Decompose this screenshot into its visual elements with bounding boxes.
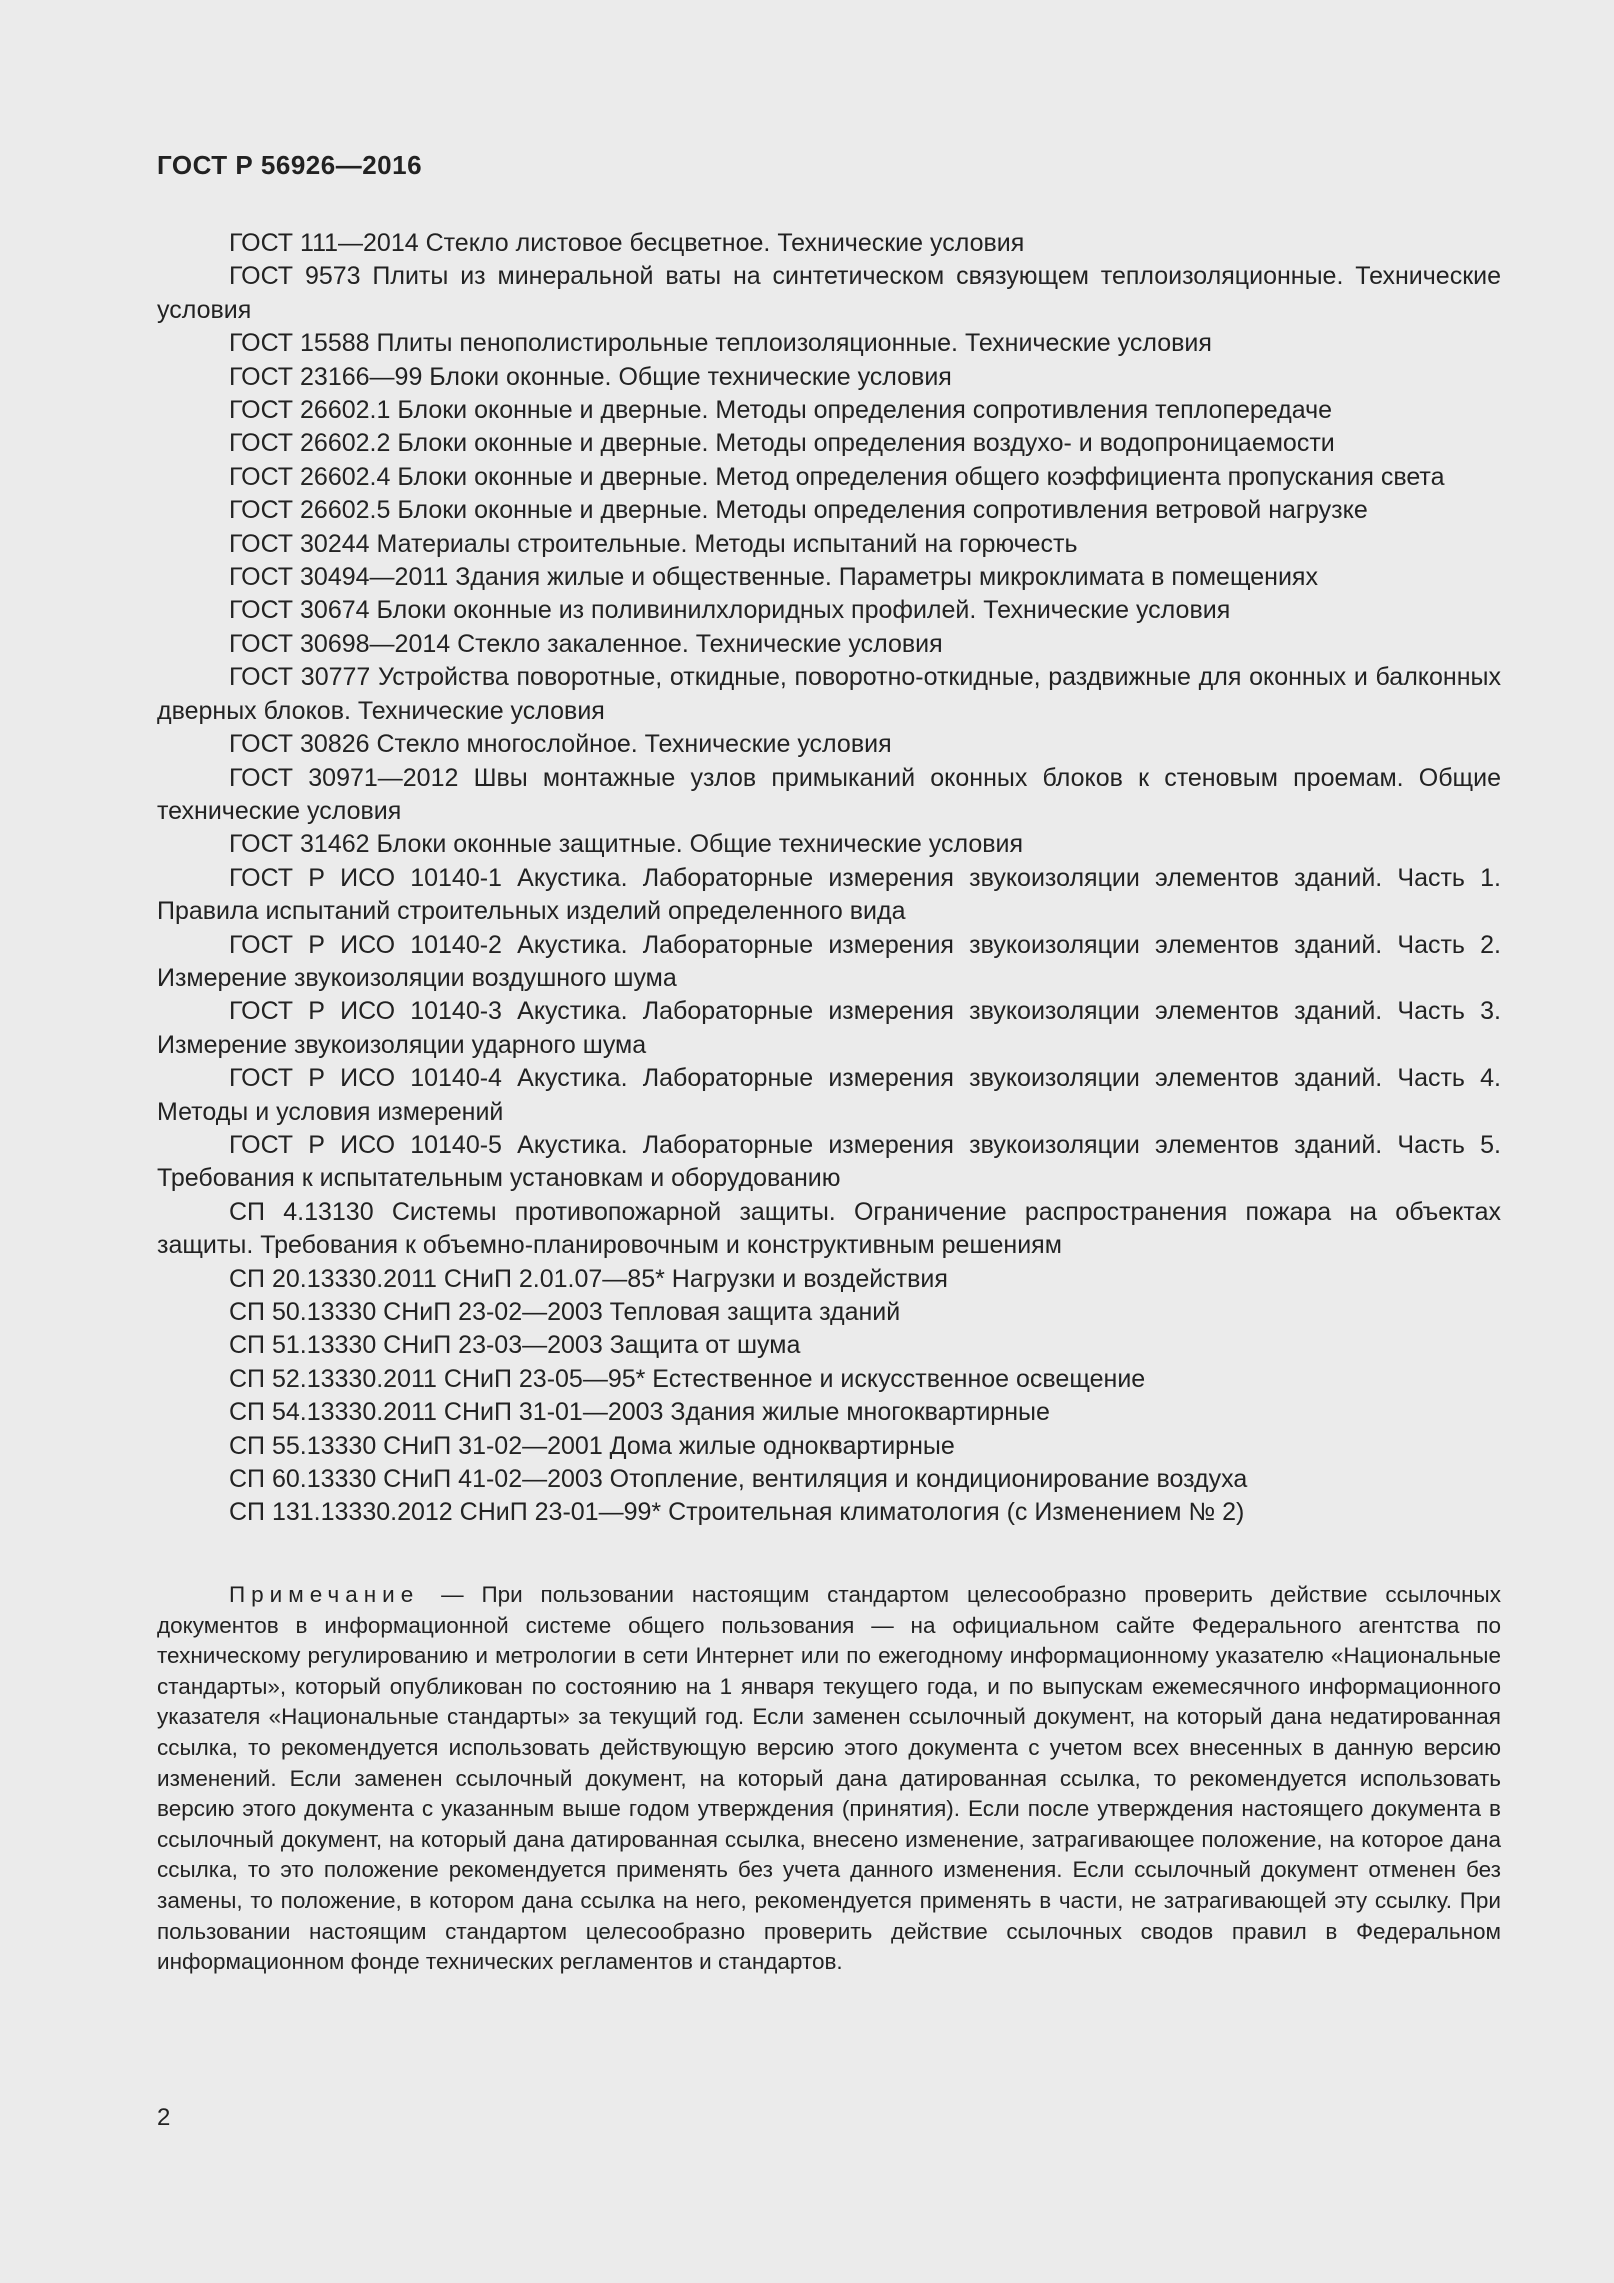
reference-item: ГОСТ 15588 Плиты пенополистирольные теплоизоляционные. Технические условия (229, 329, 1212, 358)
references-list (157, 227, 1501, 1530)
reference-item: ГОСТ 111—2014 Стекло листовое бесцветное. Технические условия (229, 229, 1025, 257)
reference-item: ГОСТ 30494—2011 Здания жилые и общественные. Параметры микроклимата в помещениях (229, 563, 1318, 592)
page-number: 2 (157, 2104, 171, 2131)
reference-item: ГОСТ 30826 Стекло многослойное. Технические условия (229, 730, 892, 759)
reference-item: СП 52.13330.2011 СНиП 23-05—95* Естественное и искусственное освещение (229, 1364, 1146, 1393)
reference-item: ГОСТ 23166—99 Блоки оконные. Общие технические условия (229, 362, 952, 391)
reference-item: ГОСТ 31462 Блоки оконные защитные. Общие технические условия (229, 830, 1024, 859)
reference-item: ГОСТ 30698—2014 Стекло закаленное. Технические условия (229, 629, 943, 658)
reference-item: ГОСТ 26602.1 Блоки оконные и дверные. Методы определения сопротивления теплопередаче (229, 396, 1333, 425)
reference-item: ГОСТ Р ИСО 10140-2 Акустика. Лабораторные измерения звукоизоляции элементов зданий. Часть 2. Измерение звукоизоляции воздушного шума (157, 930, 1501, 992)
reference-item: СП 50.13330 СНиП 23-02—2003 Тепловая защита зданий (229, 1298, 901, 1326)
reference-item: СП 51.13330 СНиП 23-03—2003 Защита от шума (229, 1331, 801, 1360)
reference-item: ГОСТ 26602.4 Блоки оконные и дверные. Метод определения общего коэффициента пропускания света (229, 462, 1445, 491)
reference-item: ГОСТ 30971—2012 Швы монтажные узлов примыканий оконных блоков к стеновым проемам. Общие технические условия (157, 763, 1501, 825)
reference-item: ГОСТ 30674 Блоки оконные из поливинилхлоридных профилей. Технические условия (229, 596, 1231, 625)
reference-item: ГОСТ 26602.2 Блоки оконные и дверные. Методы определения воздухо- и водопроницаемости (229, 429, 1335, 458)
reference-item: СП 4.13130 Системы противопожарной защиты. Ограничение распространения пожара на объектах защиты. Требования к объемно-планировочным и конструктивным решениям (157, 1197, 1501, 1260)
reference-item: ГОСТ 26602.5 Блоки оконные и дверные. Методы определения сопротивления ветровой нагрузке (229, 496, 1368, 525)
reference-item: ГОСТ 9573 Плиты из минеральной ваты на синтетическом связующем теплоизоляционные. Технические условия (157, 262, 1501, 324)
reference-item: ГОСТ Р ИСО 10140-1 Акустика. Лабораторные измерения звукоизоляции элементов зданий. Часть 1. Правила испытаний строительных изделий определенного вида (157, 863, 1501, 926)
reference-item: ГОСТ Р ИСО 10140-5 Акустика. Лабораторные измерения звукоизоляции элементов зданий. Часть 5. Требования к испытательным установкам и оборудованию (157, 1130, 1501, 1193)
reference-item: ГОСТ 30777 Устройства поворотные, откидные, поворотно-откидные, раздвижные для оконных и балконных дверных блоков. Технические условия (157, 663, 1501, 725)
document-header: ГОСТ Р 56926—2016 (157, 150, 423, 180)
note-text: При пользовании настоящим стандартом целесообразно проверить действие ссылочных документов в информационной системе общего пользования — на официальном сайте Федерального агентства по техническому регулированию и метрологии в сети Интернет или по ежегодному информационному указателю «Национальные стандарты», который опубликован по состоянию на 1 января текущего года, и по выпускам ежемесячного информационного указателя «Национальные стандарты» за текущий год. Если заменен ссылочный документ, на который дана недатированная ссылка, то рекомендуется использовать действующую версию этого документа с учетом всех внесенных в данную версию изменений. Если заменен ссылочный документ, на который дана датированная ссылка, то рекомендуется использовать версию этого документа с указанным выше годом утверждения (принятия). Если после утверждения настоящего документа в ссылочный документ, на который дана датированная ссылка, внесено изменение, затрагивающее положение, на которое дана ссылка, то это положение рекомендуется применять без учета данного изменения. Если ссылочный документ отменен без замены, то положение, в котором дана ссылка на него, рекомендуется применять в части, не затрагивающей эту ссылку. При пользовании настоящим стандартом целесообразно проверить действие ссылочных сводов правил в Федеральном информационном фонде технических регламентов и стандартов. (157, 1582, 1501, 1975)
reference-item: ГОСТ Р ИСО 10140-3 Акустика. Лабораторные измерения звукоизоляции элементов зданий. Часть 3. Измерение звукоизоляции ударного шума (157, 997, 1501, 1059)
reference-item: СП 131.13330.2012 СНиП 23-01—99* Строительная климатология (с Изменением № 2) (229, 1498, 1245, 1527)
reference-item: СП 60.13330 СНиП 41-02—2003 Отопление, вентиляция и кондиционирование воздуха (229, 1465, 1248, 1494)
reference-item: СП 20.13330.2011 СНиП 2.01.07—85* Нагрузки и воздействия (229, 1264, 948, 1293)
reference-item: ГОСТ 30244 Материалы строительные. Методы испытаний на горючесть (229, 529, 1078, 558)
reference-item: СП 54.13330.2011 СНиП 31-01—2003 Здания жилые многоквартирные (229, 1398, 1050, 1427)
reference-item: СП 55.13330 СНиП 31-02—2001 Дома жилые одноквартирные (229, 1431, 955, 1460)
reference-item: ГОСТ Р ИСО 10140-4 Акустика. Лабораторные измерения звукоизоляции элементов зданий. Часть 4. Методы и условия измерений (157, 1064, 1501, 1126)
note-label: Примечание (229, 1582, 420, 1607)
note-paragraph (157, 1580, 1501, 1978)
note-dash: — (441, 1582, 464, 1607)
